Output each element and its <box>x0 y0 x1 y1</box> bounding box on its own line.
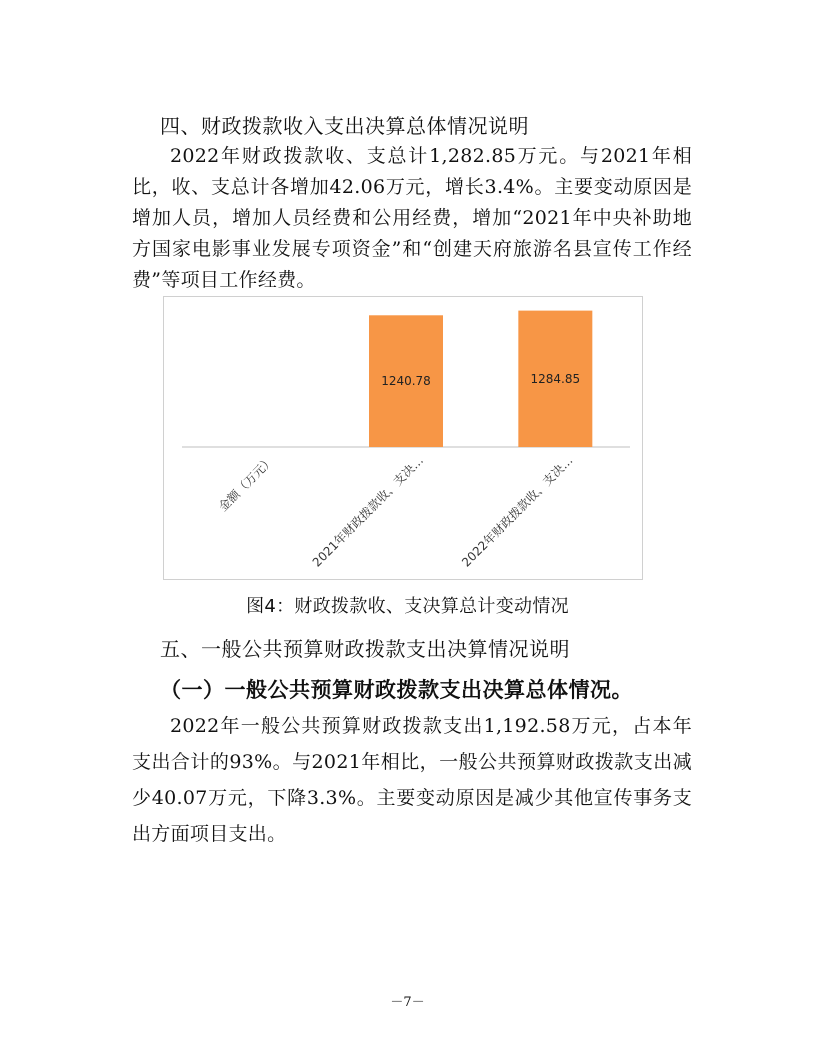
x-tick-label-1: 2021年财政拨款收、支决… <box>309 453 427 570</box>
bar-data-label-2: 1284.85 <box>530 371 581 386</box>
page-number: －7－ <box>390 995 425 1010</box>
x-tick-label-0: 金额（万元） <box>215 453 277 515</box>
bar-data-label-1: 1240.78 <box>381 374 431 389</box>
x-tick-label-2: 2022年财政拨款收、支决… <box>459 453 576 570</box>
section-paragraph: 2022年财政拨款收、支总计1,282.85万元。与2021年相比，收、支总计各增加42.06万元，增长3.4%。主要变动原因是增加人员，增加人员经费和公用经费，增加“2021年中央补助地方国家电影事业发展专项资金”和“创建天府旅游名县宣传工作经费”等项目工作经费。 <box>132 145 692 291</box>
chart-caption: 图4：财政拨款收、支决算总计变动情况 <box>246 596 569 617</box>
subsection-paragraph: 2022年一般公共预算财政拨款支出1,192.58万元，占本年支出合计的93%。与2021年相比，一般公共预算财政拨款支出减少40.07万元，下降3.3%。主要变动原因是减少其他宣传事务支出方面项目支出。 <box>132 715 692 845</box>
section-heading: 四、财政拨款收入支出决算总体情况说明 <box>160 114 529 138</box>
bar-chart <box>163 296 643 580</box>
subsection-heading: （一）一般公共预算财政拨款支出决算总体情况。 <box>160 678 633 702</box>
bar-chart-svg <box>164 297 644 581</box>
section-heading-5: 五、一般公共预算财政拨款支出决算情况说明 <box>160 637 570 661</box>
